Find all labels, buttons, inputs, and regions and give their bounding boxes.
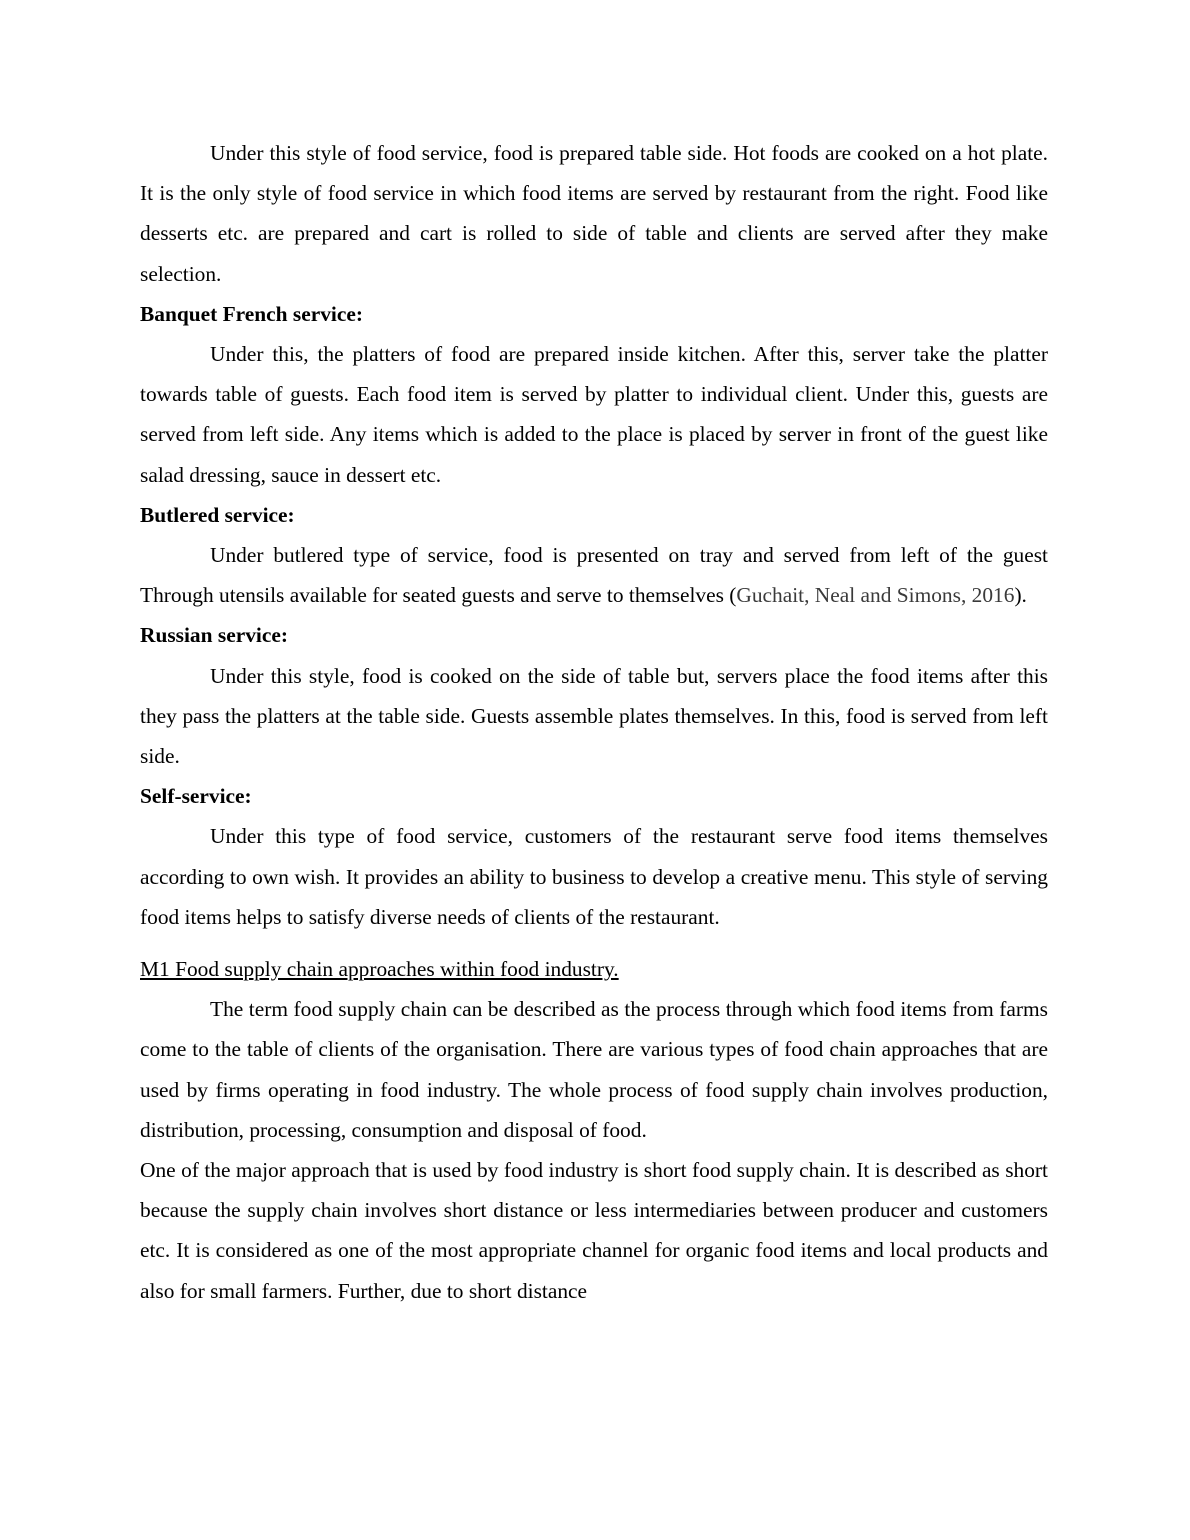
- m1-paragraph-2: One of the major approach that is used by food industry is short food supply chain. It is described as short because the supply chain involves short distance or less intermediaries between producer and customers etc. It is considered as one of the most appropriate channel for organic food items and local products and also for small farmers. Further, due to short distance: [140, 1158, 1048, 1303]
- banquet-french-heading: Banquet French service:: [140, 301, 363, 326]
- intro-paragraph: Under this style of food service, food is prepared table side. Hot foods are cooked on a hot plate. It is the only style of food service in which food items are served by restaurant from the right. Food like desserts etc. are prepared and cart is rolled to side of table and clients are served after they make selection.: [140, 141, 1048, 286]
- document-page: [140, 133, 1048, 1311]
- butlered-paragraph: [140, 535, 1048, 615]
- russian-heading: Russian service:: [140, 623, 288, 648]
- self-service-heading: Self-service:: [140, 784, 252, 809]
- butlered-text: Under butlered type of service, food is presented on tray and served from left of the guest Through utensils available for seated guests and serve to themselves (: [140, 543, 1048, 608]
- m1-section-title: M1 Food supply chain approaches within food industry.: [140, 957, 619, 982]
- m1-paragraph-1: The term food supply chain can be described as the process through which food items from farms come to the table of clients of the organisation. There are various types of food chain approaches that are used by firms operating in food industry. The whole process of food supply chain involves production, distribution, processing, consumption and disposal of food.: [140, 997, 1048, 1142]
- self-service-paragraph: Under this type of food service, customers of the restaurant serve food items themselves according to own wish. It provides an ability to business to develop a creative menu. This style of serving food items helps to satisfy diverse needs of clients of the restaurant.: [140, 824, 1048, 929]
- russian-paragraph: Under this style, food is cooked on the side of table but, servers place the food items after this they pass the platters at the table side. Guests assemble plates themselves. In this, food is served from left side.: [140, 663, 1048, 769]
- butlered-heading: Butlered service:: [140, 502, 295, 527]
- butlered-text-end: ).: [1014, 583, 1027, 608]
- butlered-citation: Guchait, Neal and Simons, 2016: [736, 583, 1015, 608]
- banquet-french-paragraph: Under this, the platters of food are prepared inside kitchen. After this, server take the platter towards table of guests. Each food item is served by platter to individual client. Under this, guests are served from left side. Any items which is added to the place is placed by server in front of the guest like salad dressing, sauce in dessert etc.: [140, 342, 1048, 487]
